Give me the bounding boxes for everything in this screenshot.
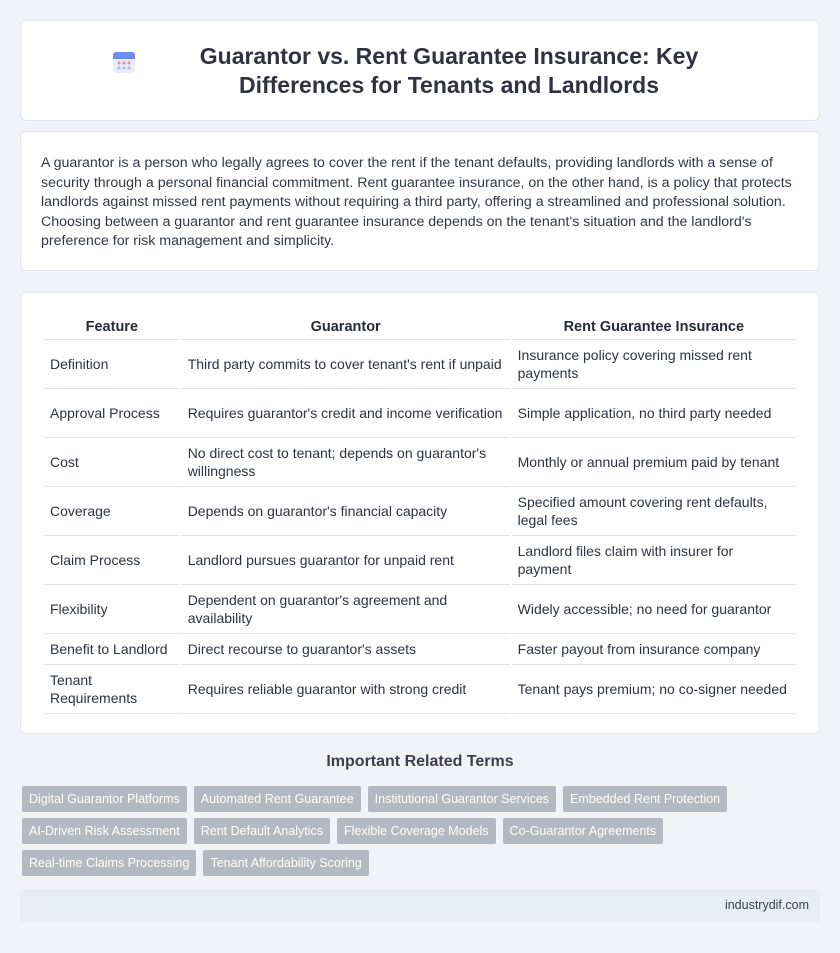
insurance-cell: Landlord files claim with insurer for payment bbox=[512, 536, 796, 585]
feature-cell: Coverage bbox=[44, 487, 180, 536]
table-row bbox=[44, 634, 796, 665]
insurance-cell: Simple application, no third party needed bbox=[512, 389, 796, 438]
intro-paragraph: A guarantor is a person who legally agrees to cover the rent if the tenant defaults, providing landlords with a sense of security through a personal financial commitment. Rent guarantee insurance, on the other hand, is a policy that protects landlords against missed rent payments without requiring a third party, offering a streamlined and professional solution. Choosing between a guarantor and rent guarantee insurance depends on the tenant's situation and the landlord's preference for risk management and simplicity. bbox=[41, 155, 792, 250]
related-term-tag[interactable]: AI-Driven Risk Assessment bbox=[22, 818, 187, 844]
calendar-icon bbox=[110, 48, 138, 76]
feature-cell: Cost bbox=[44, 438, 180, 487]
table-row bbox=[44, 536, 796, 585]
related-term-tag[interactable]: Co-Guarantor Agreements bbox=[503, 818, 664, 844]
guarantor-cell: Requires reliable guarantor with strong credit bbox=[182, 665, 510, 714]
insurance-cell: Tenant pays premium; no co-signer needed bbox=[512, 665, 796, 714]
related-term-tag[interactable]: Rent Default Analytics bbox=[194, 818, 330, 844]
feature-cell: Benefit to Landlord bbox=[44, 634, 180, 665]
guarantor-cell: Direct recourse to guarantor's assets bbox=[182, 634, 510, 665]
header-insurance: Rent Guarantee Insurance bbox=[512, 313, 796, 340]
related-term-tag[interactable]: Real-time Claims Processing bbox=[22, 850, 196, 876]
feature-cell: Claim Process bbox=[44, 536, 180, 585]
feature-cell: Approval Process bbox=[44, 389, 180, 438]
header-guarantor: Guarantor bbox=[182, 313, 510, 340]
related-term-tag[interactable]: Institutional Guarantor Services bbox=[368, 786, 556, 812]
guarantor-cell: Requires guarantor's credit and income verification bbox=[182, 389, 510, 438]
related-terms-title: Important Related Terms bbox=[326, 753, 514, 770]
guarantor-cell: Depends on guarantor's financial capacity bbox=[182, 487, 510, 536]
intro-card bbox=[20, 131, 820, 271]
title-card bbox=[20, 20, 820, 121]
table-row bbox=[44, 438, 796, 487]
guarantor-cell: Landlord pursues guarantor for unpaid rent bbox=[182, 536, 510, 585]
page-title: Guarantor vs. Rent Guarantee Insurance: Key Differences for Tenants and Landlords bbox=[199, 42, 699, 98]
footer bbox=[20, 889, 820, 922]
table-row bbox=[44, 340, 796, 389]
related-term-tag[interactable]: Tenant Affordability Scoring bbox=[203, 850, 368, 876]
insurance-cell: Faster payout from insurance company bbox=[512, 634, 796, 665]
related-term-tag[interactable]: Automated Rent Guarantee bbox=[194, 786, 361, 812]
footer-site-link[interactable]: industrydif.com bbox=[724, 898, 809, 912]
guarantor-cell: Dependent on guarantor's agreement and availability bbox=[182, 585, 510, 634]
insurance-cell: Specified amount covering rent defaults, legal fees bbox=[512, 487, 796, 536]
feature-cell: Definition bbox=[44, 340, 180, 389]
table-row bbox=[44, 389, 796, 438]
feature-cell: Tenant Requirements bbox=[44, 665, 180, 714]
insurance-cell: Widely accessible; no need for guarantor bbox=[512, 585, 796, 634]
feature-cell: Flexibility bbox=[44, 585, 180, 634]
header-feature: Feature bbox=[44, 313, 180, 340]
guarantor-cell: Third party commits to cover tenant's rent if unpaid bbox=[182, 340, 510, 389]
table-row bbox=[44, 665, 796, 714]
related-term-tag[interactable]: Digital Guarantor Platforms bbox=[22, 786, 187, 812]
related-terms-list bbox=[22, 786, 822, 882]
comparison-table bbox=[42, 313, 798, 714]
table-header-row bbox=[44, 313, 796, 340]
table-row bbox=[44, 487, 796, 536]
comparison-card bbox=[20, 292, 820, 734]
related-term-tag[interactable]: Flexible Coverage Models bbox=[337, 818, 496, 844]
table-row bbox=[44, 585, 796, 634]
insurance-cell: Monthly or annual premium paid by tenant bbox=[512, 438, 796, 487]
related-term-tag[interactable]: Embedded Rent Protection bbox=[563, 786, 727, 812]
guarantor-cell: No direct cost to tenant; depends on guarantor's willingness bbox=[182, 438, 510, 487]
insurance-cell: Insurance policy covering missed rent payments bbox=[512, 340, 796, 389]
